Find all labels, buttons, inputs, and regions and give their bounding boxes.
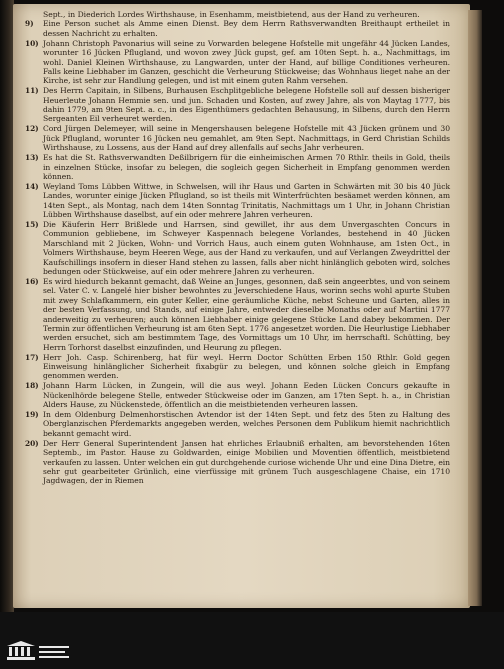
- entry-text: Es hat die St. Rathsverwandten Deßilbrigern für die einheimischen Armen 70 Rthlr. theils in Gold, theils in einzelnen Stücke, insofar zu belegen, die sogleich gegen Sicherheit in Empfang genommen werden können.: [43, 153, 450, 181]
- viewer-footer: [0, 612, 504, 669]
- entry-number: 13): [25, 153, 39, 163]
- entry-number: 20): [25, 438, 39, 448]
- entry-number: 14): [25, 181, 39, 191]
- entry-number: 15): [25, 219, 39, 229]
- announcement-entry: [27, 439, 450, 486]
- entry-text: Johann Christoph Pavonarius will seine zu Vorwarden belegene Hofstelle mit ungefähr 44 Jücken Landes, worunter 16 Jücken Pflugland, und wovon zwey Jück gupst, gef. am 10ten Sept. h. a., Nachmittags, im wohl. Daniel Kleinen Wirthshause, zu Langwarden, unter der Hand, auf billige Conditiones verheuren. Falls keine Liebhaber im Ganzen, geschicht die Verheurung Stückweise; das Wohnhaus lieget nahe an der Kirche, ist sehr zur Handlung gelegen, und ist mit einem guten Rahm versehen.: [43, 38, 450, 86]
- entry-number: 18): [25, 381, 39, 391]
- entry-text: Johann Harm Lücken, in Zungein, will die aus weyl. Johann Eeden Lücken Concurs gekaufte in Nückenlhörde belegene Stelle, entweder Stückweise oder im Ganzen, am 17ten Sept. h. a., in Christian Alders Hause, zu Nückenstede, öffentlich an die meistbietenden verheuren lassen.: [43, 381, 450, 410]
- entry-text: Des Herrn Capitain, in Silbens, Burhausen Eschplitgebliche belegene Hofstelle soll auf dessen bisheriger Heuerleute Johann Hemmie sen. und jun. Schaden und Kosten, auf zwey Jahre, als von Maytag 1777, bis dahin 1779, am 9ten Sept. a. c., in des Eigenthümers gedachten Behausung, in Silbens, durch den Herrn Sergeanten Eil verheuret werden.: [43, 86, 450, 124]
- announcement-entry: [27, 353, 450, 381]
- announcement-entry: [27, 19, 450, 38]
- library-logo-icon: [6, 640, 72, 664]
- entry-number: 16): [25, 276, 39, 286]
- entry-number: 11): [25, 86, 39, 96]
- announcement-entry: [27, 381, 450, 409]
- announcement-entry: [27, 182, 450, 220]
- entry-number: 10): [25, 38, 39, 48]
- announcement-entry: [27, 153, 450, 181]
- page-edge: [468, 10, 482, 606]
- announcement-entry: [27, 220, 450, 276]
- entry-number: 17): [25, 352, 39, 362]
- entry-text: Eine Person suchet als Amme einen Dienst. Bey dem Herrn Rathsverwandten Breithaupt ertheilet in dessen Nachricht zu erhalten.: [43, 19, 450, 38]
- announcement-entry: [27, 39, 450, 86]
- announcement-entry: [27, 410, 450, 438]
- announcement-entry: [27, 124, 450, 152]
- lead-paragraph: Sept., in Diederich Lordes Wirthshause, in Esenhamm, meistbietend, aus der Hand zu verheuren.: [43, 10, 420, 19]
- page-text: [27, 10, 450, 486]
- book-spine: [0, 0, 14, 612]
- entry-text: In dem Oldenburg Delmenhorstischen Avtendor ist der 14ten Sept. und fetz des 5ten zu Haltung des Oberglanzischen Pferdemarkts angegeben werden, welches Personen dem Publikum hiemit nachrichtlich bekannt gemacht wird.: [43, 410, 450, 438]
- entry-number: 12): [25, 124, 39, 134]
- scanned-page: [13, 4, 470, 608]
- entry-text: Weyland Toms Lübben Wittwe, in Schwelsen, will ihr Haus und Garten in Schwärten mit 30 bis 40 Jück Landes, worunter einige Jücken Pflugland, so ist theils mit Winterfrüchten besäamet werden können, am 14ten Sept., als Montag, nach dem 14ten Sonntag Trinitatis, Nachmittags um 1 Uhr, in Johann Christian Lübben Wirthshause daselbst, auf ein oder mehrere Jahren verheuren.: [43, 181, 450, 220]
- entry-number: 19): [25, 410, 39, 420]
- entry-text: Die Käuferin Herr Brißlede und Harrsen, sind gewillet, ihr aus dem Unvergaschten Concurs in Communion gebliebene, im Schweyer Kaspennach belegene Vorlandes, bestehend in 40 Jücken Marschland mit 2 Jücken, Wohn- und Vorrich Haus, auch einem guten Wohnhause, am 1sten Oct., in Volmers Wirthshause, beym Heeren Wege, aus der Hand zu verkaufen, und auf Verlangen Zweydrittel der Kaufschillings insofern in dieser Hand stehen zu lassen, falls aber nicht hinlänglich geboten wird, solches bedungen oder Stückweise, auf ein oder mehrere Jahren zu verheuren.: [43, 219, 450, 276]
- entry-text: Es wird hiedurch bekannt gemacht, daß Weine an Junges, gesonnen, daß sein angeerbtes, und von seinem sel. Vater C. v. Langelé hier bisher bewohntes zu Jeverschiedene Haus, worinn sechs wohl apurte Stuben mit zwey Schlafkammern, ein guter Keller, eine geräumliche Küche, nebst Scheune und Garten, alles in der besten Verfassung, und Stands, auf einige Jahre, entweder dieselbe Monaths oder auf Martini 1777 anderweitig zu verheuren; auch können Liebhaber einige gelegene Stücke Land dabey bekommen. Der Termin zur öffentlichen Verheurung ist am 6ten Sept. 1776 angesetzet worden. Die Heurlustige Liebhaber werden ersuchet, sich am bestimmtem Tage, des Vormittags um 10 Uhr, im herrschaftl. Schütting, bey Herrn Torhorst daselbst einzufinden, und Heurung zu pflegen.: [43, 276, 450, 352]
- announcement-entry: [27, 277, 450, 352]
- entry-text: Cord Jürgen Delemeyer, will seine in Mengershausen belegene Hofstelle mit 43 Jücken grünem und 30 Jück Pflugland, worunter 16 Jücken neu gemahlet, am 9ten Sept. Nachmittags, in Gerd Christian Schilds Wirthshause, zu Lossens, aus der Hand auf drey allenfalls auf sechs Jahr verheuren.: [43, 124, 450, 153]
- entry-number: 9): [25, 19, 34, 29]
- announcement-entry: [27, 86, 450, 124]
- entry-list: [27, 19, 450, 485]
- entry-text: Herr Joh. Casp. Schirenberg, hat für weyl. Herrn Doctor Schütten Erben 150 Rthlr. Gold gegen Einweisung hinlänglicher Sicherheit fixabgür zu belegen, und können solche gleich in Empfang genommen werden.: [43, 352, 450, 381]
- entry-text: Der Herr General Superintendent Jansen hat ehrliches Erlaubniß erhalten, am bevorstehenden 16ten Septemb., im Pastor. Hause zu Goldwarden, einige Mobilien und Moventien öffentlich, meistbietend verkaufen zu lassen. Unter welchen ein gut durchgehende curiose wichende Uhr und eine Dina Dietre, ein sehr gut gearbeiteter Grünlich, eine vierfüssige mit grünem Tuch ausgeschlagene Chaise, ein 1710 Jagdwagen, der in Riemen: [43, 438, 450, 486]
